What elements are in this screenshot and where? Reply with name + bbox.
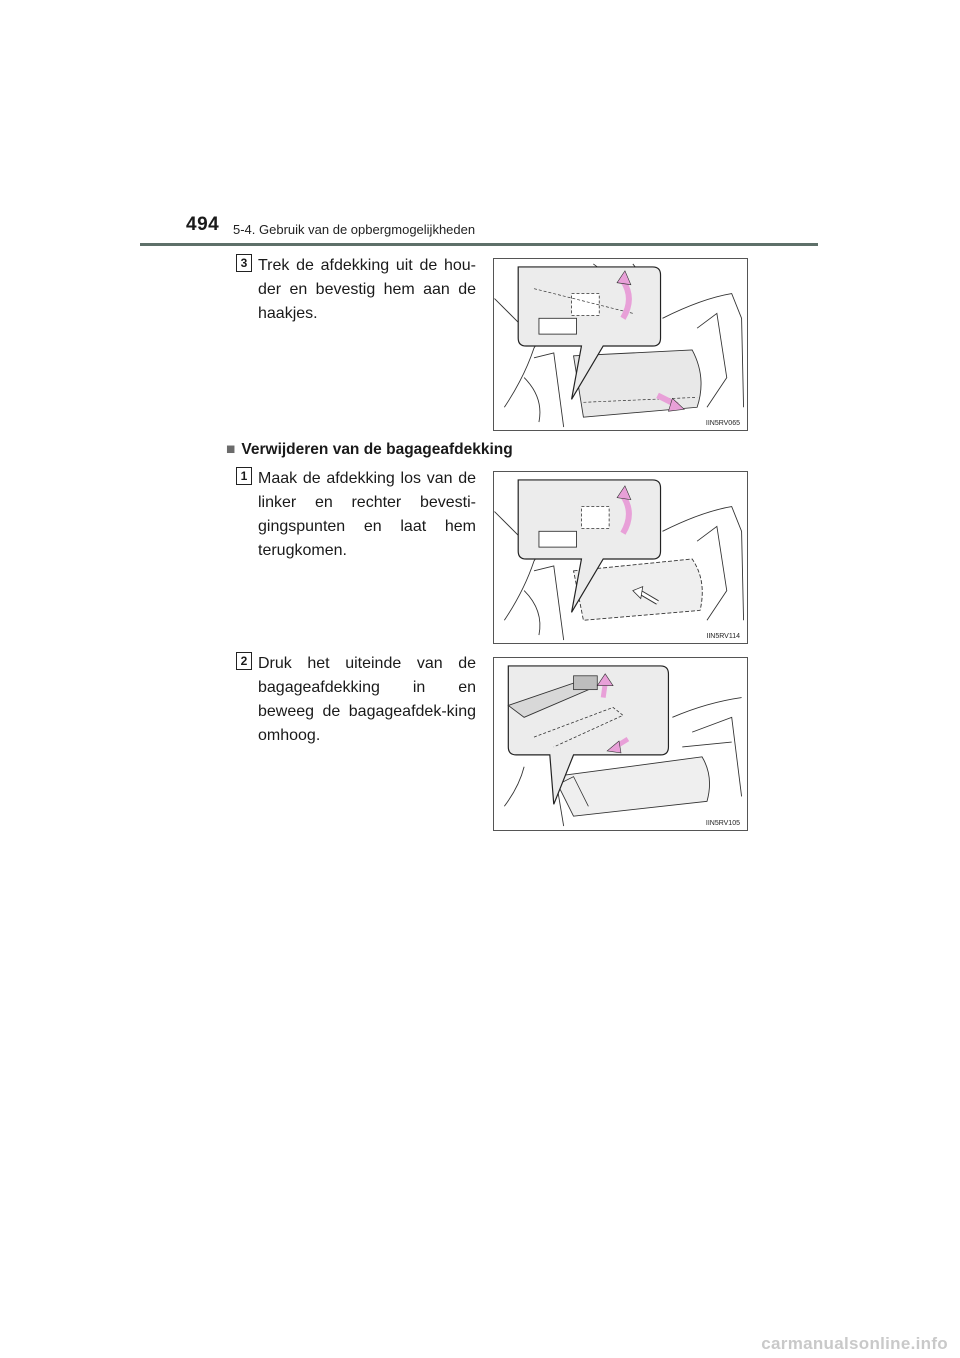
- step-text-3: Trek de afdekking uit de hou-der en bevestig hem aan de haakjes.: [258, 257, 476, 322]
- subheading-text: Verwijderen van de bagageafdekking: [241, 441, 513, 458]
- step-badge-3: 3: [236, 254, 252, 272]
- step-badge-2: 2: [236, 652, 252, 670]
- figure-code-3: IIN5RV065: [705, 420, 740, 427]
- cargo-cover-pull-illustration: [494, 259, 747, 430]
- page-number: 494: [186, 214, 220, 235]
- header-rule: [140, 243, 818, 246]
- section-title: 5-4. Gebruik van de opbergmogelijkheden: [233, 222, 476, 237]
- figure-code-2: IIN5RV105: [705, 820, 740, 827]
- figure-code-1: IIN5RV114: [706, 633, 740, 640]
- step-text-1: Maak de afdekking los van de linker en rechter bevesti-gingspunten en laat hem terugkomen.: [258, 470, 476, 559]
- bullet-square-icon: ■: [226, 441, 236, 458]
- figure-step-1: [493, 471, 748, 644]
- step-text-2: Druk het uiteinde van de bagageafdekking in en beweeg de bagageafdek-king omhoog.: [258, 655, 476, 744]
- cargo-cover-release-illustration: [494, 472, 747, 643]
- section-subheading: [226, 441, 513, 459]
- figure-step-2: [493, 657, 748, 831]
- step-badge-1: 1: [236, 467, 252, 485]
- watermark: carmanualsonline.info: [761, 1334, 948, 1353]
- figure-step-3: [493, 258, 748, 431]
- cargo-cover-lift-illustration: [494, 658, 747, 830]
